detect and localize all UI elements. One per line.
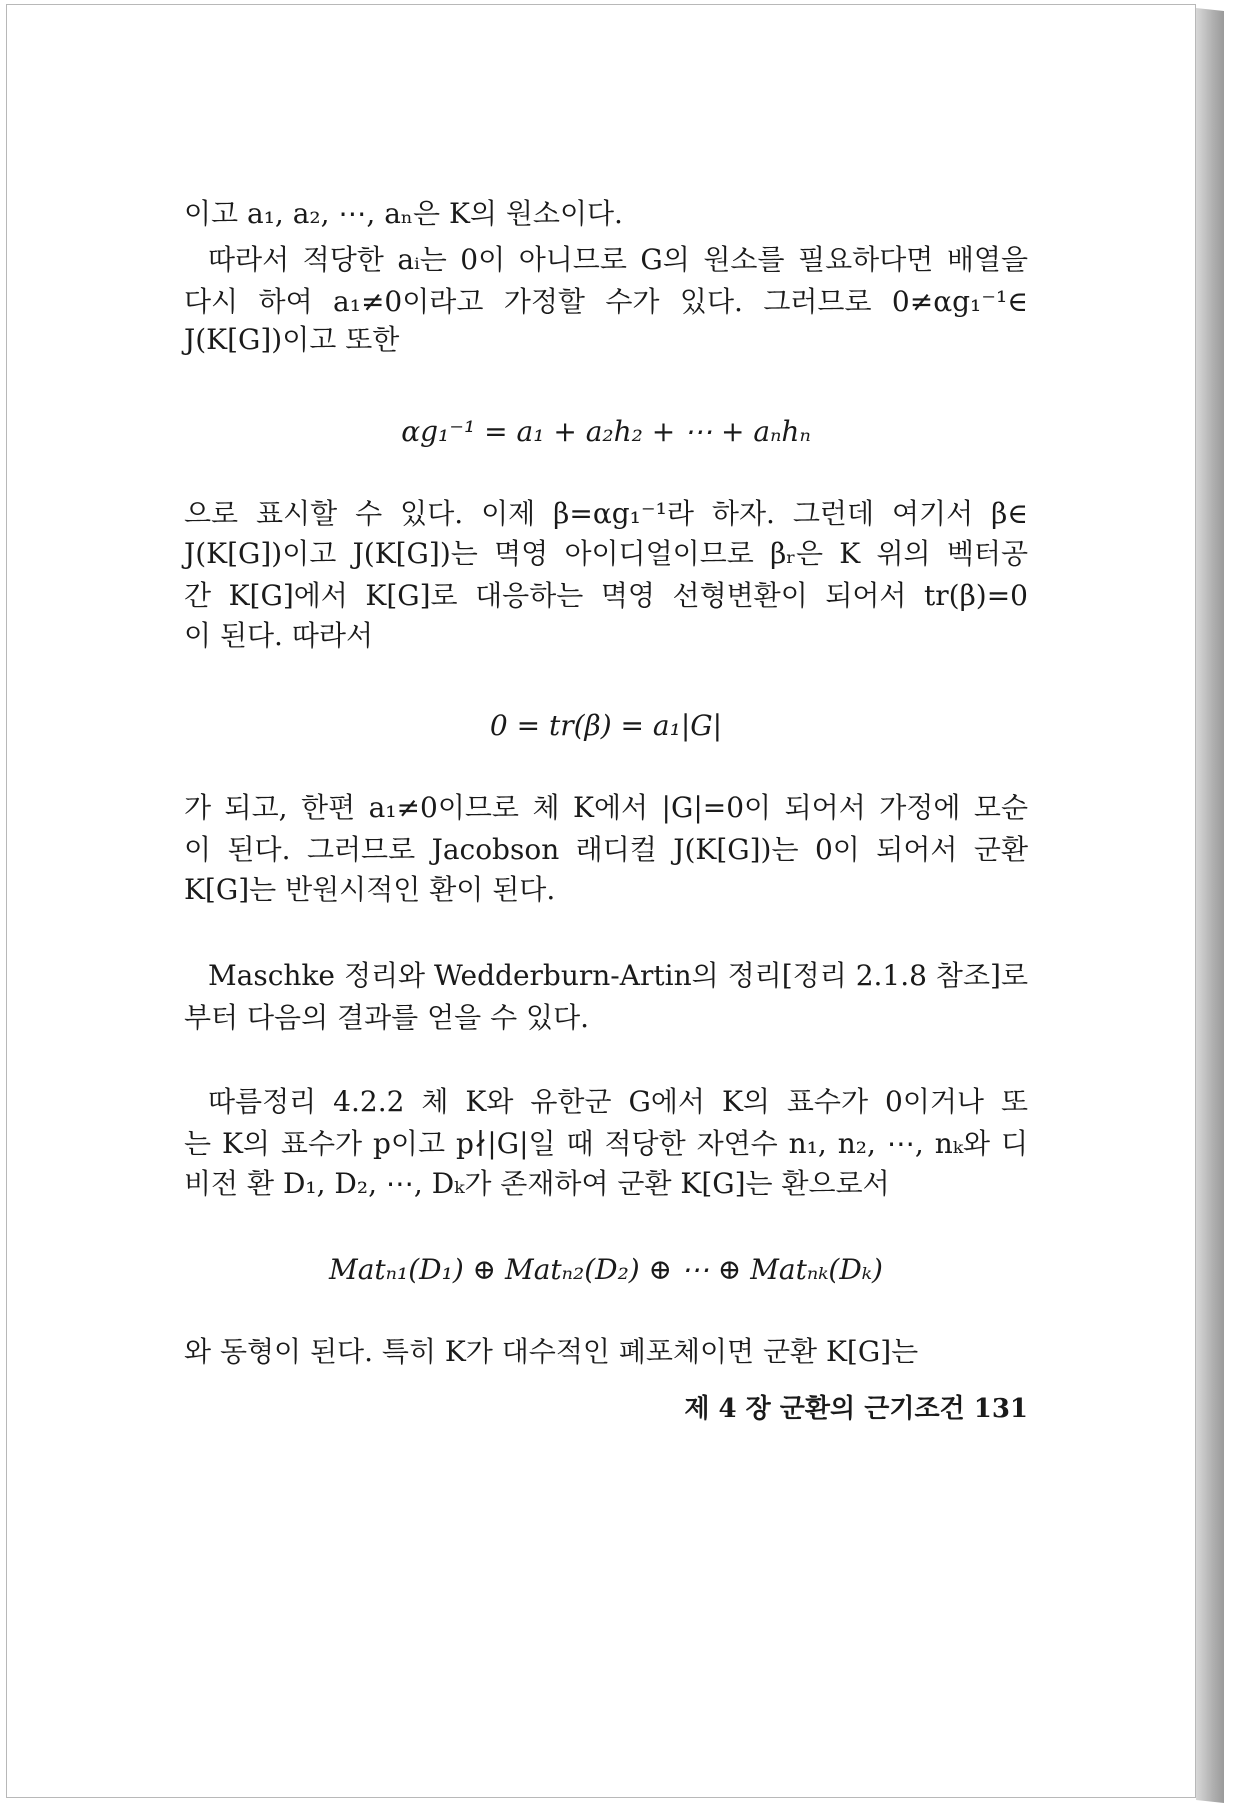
equation: αg₁⁻¹ = a₁ + a₂h₂ + ⋯ + aₙhₙ xyxy=(401,415,811,448)
text-line: 이 된다. 따라서 xyxy=(184,619,373,652)
text-line: J(K[G])이고 J(K[G])는 멱영 아이디얼이므로 βᵣ은 K 위의 벡터공 xyxy=(184,537,1028,570)
text-line: 비전 환 D₁, D₂, ⋯, Dₖ가 존재하여 군환 K[G]는 환으로서 xyxy=(184,1167,890,1200)
text-line: 따라서 적당한 aᵢ는 0이 아니므로 G의 원소를 필요하다면 배열을 xyxy=(208,243,1028,276)
corollary-heading-line: 따름정리 4.2.2 체 K와 유한군 G에서 K의 표수가 0이거나 또 xyxy=(208,1085,1028,1118)
text-line: 으로 표시할 수 있다. 이제 β=αg₁⁻¹라 하자. 그런데 여기서 β∈ xyxy=(184,497,1028,530)
text-line: 이 된다. 그러므로 Jacobson 래디컬 J(K[G])는 0이 되어서 군환 xyxy=(184,833,1028,866)
text-line: 가 되고, 한편 a₁≠0이므로 체 K에서 |G|=0이 되어서 가정에 모순 xyxy=(184,791,1028,824)
text-line: 는 K의 표수가 p이고 p∤|G|일 때 적당한 자연수 n₁, n₂, ⋯, nₖ와 디 xyxy=(184,1127,1028,1160)
equation: 0 = tr(β) = a₁|G| xyxy=(489,709,723,742)
text-line: 부터 다음의 결과를 얻을 수 있다. xyxy=(184,1001,590,1034)
equation: Matₙ₁(D₁) ⊕ Matₙ₂(D₂) ⊕ ⋯ ⊕ Matₙₖ(Dₖ) xyxy=(329,1253,883,1286)
text-line: 이고 a₁, a₂, ⋯, aₙ은 K의 원소이다. xyxy=(184,197,623,230)
text-line: Maschke 정리와 Wedderburn-Artin의 정리[정리 2.1.8 참조]로 xyxy=(208,959,1028,992)
text-line: 와 동형이 된다. 특히 K가 대수적인 폐포체이면 군환 K[G]는 xyxy=(184,1335,919,1368)
running-footer: 제 4 장 군환의 근기조건 131 xyxy=(684,1394,1028,1424)
text-line: K[G]는 반원시적인 환이 된다. xyxy=(184,873,556,906)
page-edge-shadow xyxy=(1196,8,1224,1803)
text-line: J(K[G])이고 또한 xyxy=(184,323,400,356)
text-line: 간 K[G]에서 K[G]로 대응하는 멱영 선형변환이 되어서 tr(β)=0 xyxy=(184,579,1028,612)
text-line: 다시 하여 a₁≠0이라고 가정할 수가 있다. 그러므로 0≠αg₁⁻¹∈ xyxy=(184,285,1028,318)
